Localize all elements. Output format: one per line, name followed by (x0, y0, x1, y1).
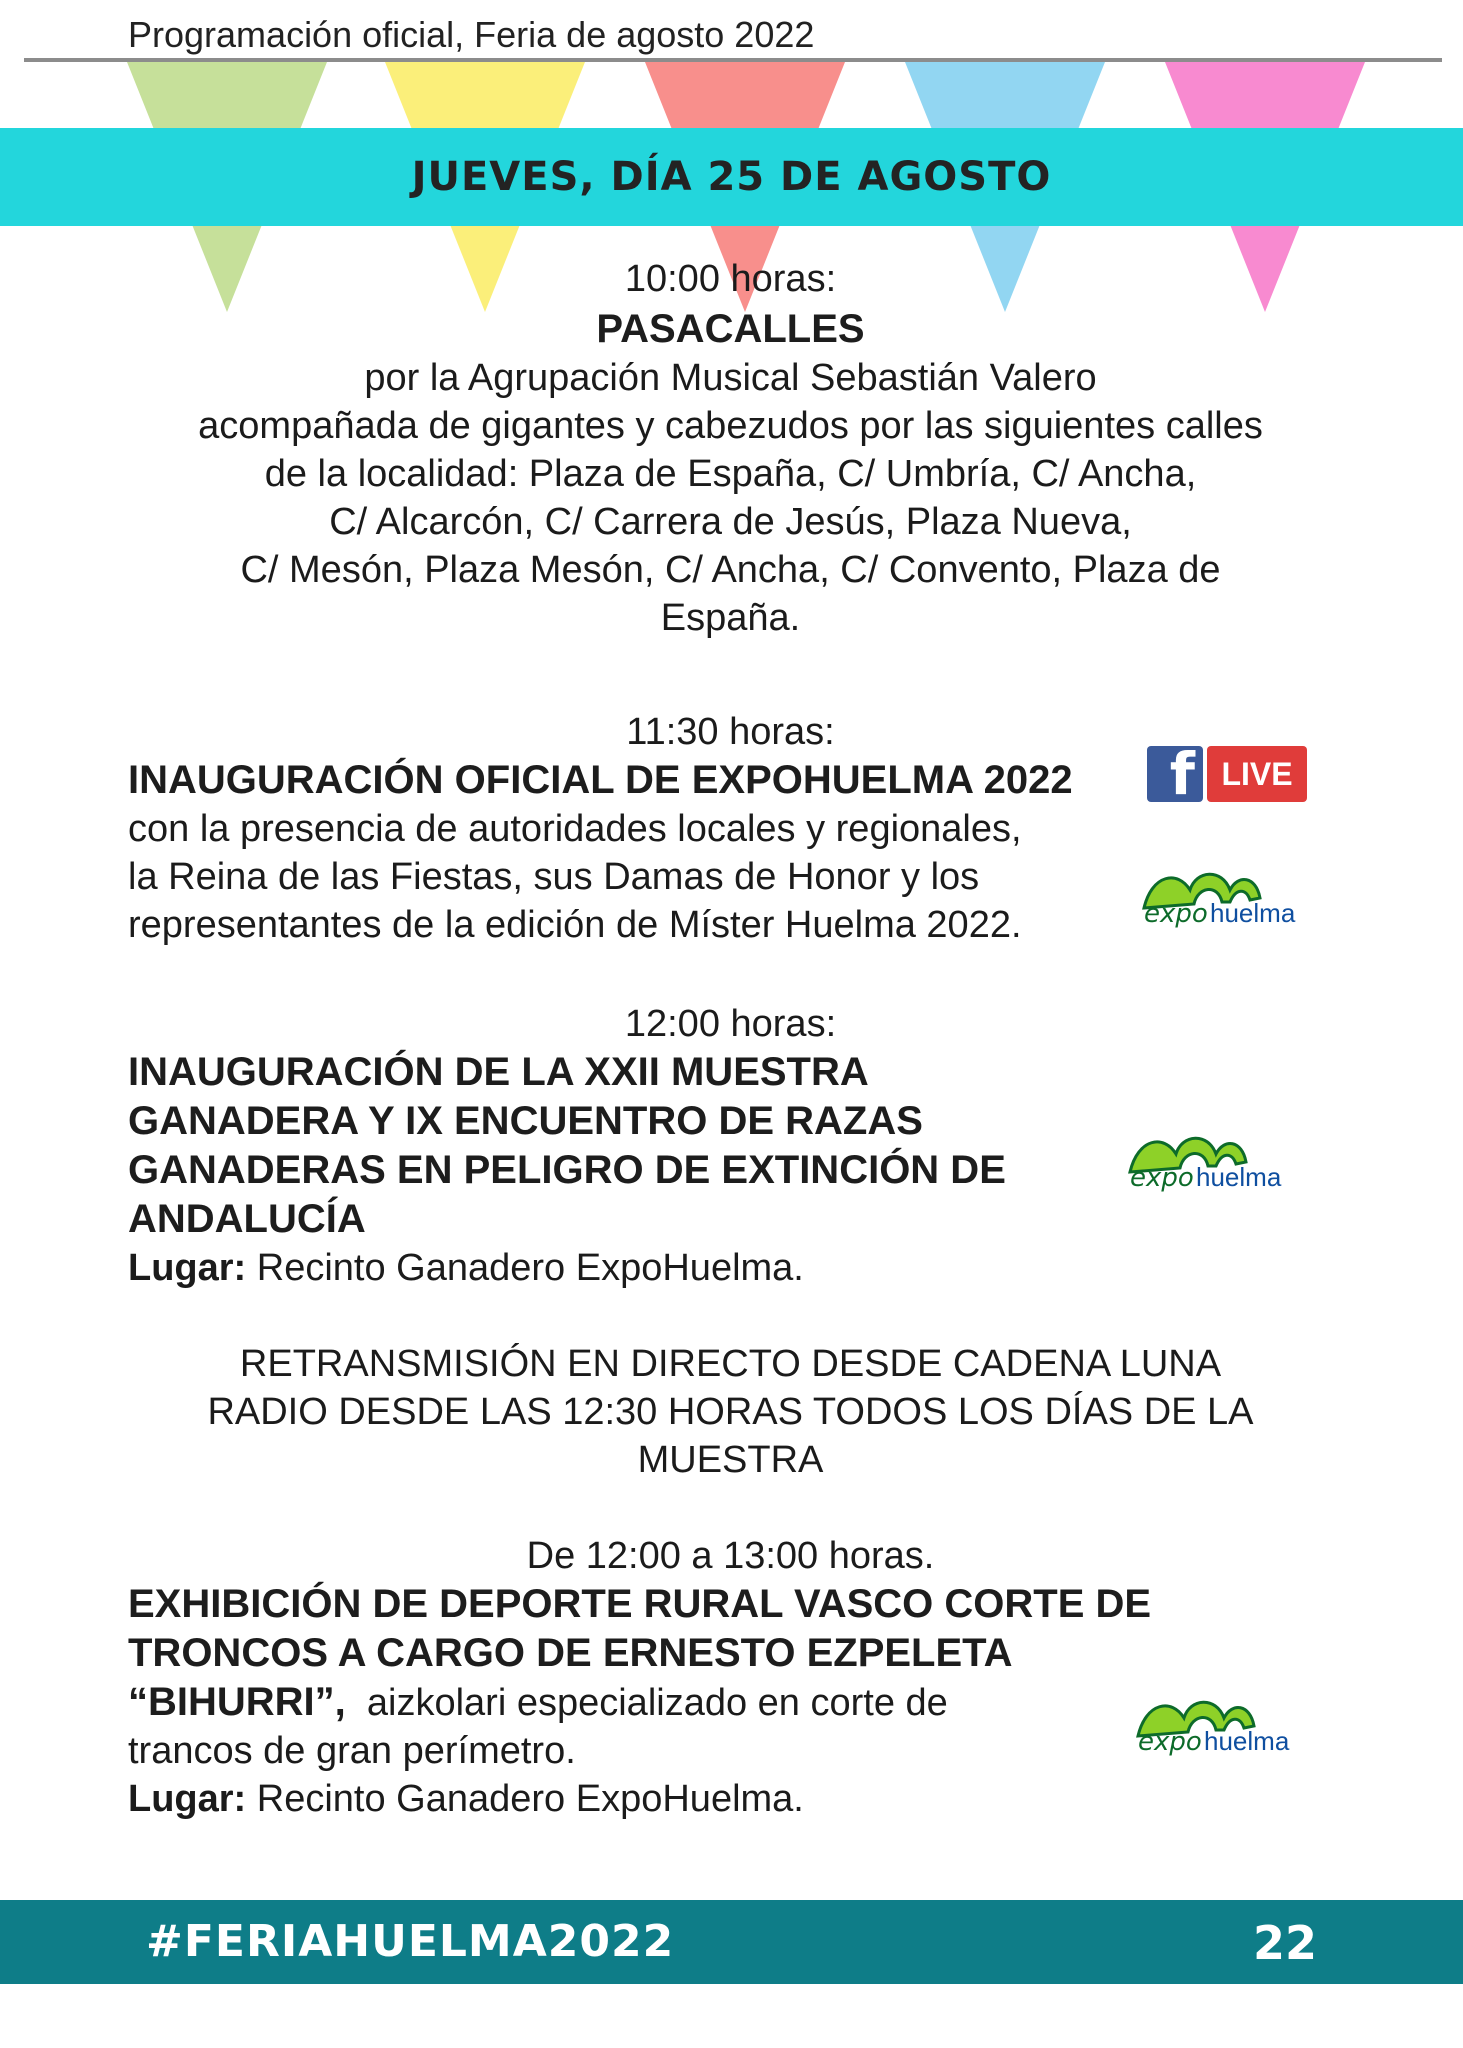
expohuelma-logo (1124, 1128, 1304, 1198)
event-title-line: ANDALUCÍA (128, 1197, 366, 1241)
event-desc-line: acompañada de gigantes y cabezudos por las siguientes calles (198, 405, 1263, 447)
event-desc-line: C/ Mesón, Plaza Mesón, C/ Ancha, C/ Convento, Plaza de (240, 549, 1221, 591)
event-title-line: TRONCOS A CARGO DE ERNESTO EZPELETA (128, 1631, 1013, 1675)
place-label: Lugar: (128, 1778, 247, 1820)
logo-huelma-text: huelma (1196, 1162, 1282, 1192)
event-place (128, 1244, 1333, 1292)
logo-expo-text: expo (1138, 1727, 1202, 1757)
event-title: INAUGURACIÓN OFICIAL DE EXPOHUELMA 2022 (128, 758, 1073, 802)
facebook-live-badge (1147, 740, 1307, 808)
logo-huelma-text: huelma (1204, 1726, 1290, 1756)
event-desc-line: España. (660, 597, 801, 639)
event-place (128, 1775, 1333, 1823)
event-desc-line: por la Agrupación Musical Sebastián Valero (364, 357, 1097, 399)
footer-bar (0, 1900, 1463, 1984)
notice-line: MUESTRA (637, 1439, 824, 1481)
event-time: 11:30 horas: (626, 711, 835, 753)
live-label: LIVE (1207, 746, 1307, 802)
event-title-line: INAUGURACIÓN DE LA XXII MUESTRA (128, 1050, 869, 1094)
event-pasacalles (128, 255, 1333, 642)
event-desc-line: trancos de gran perímetro. (128, 1730, 576, 1772)
logo-expo-text: expo (1144, 899, 1208, 929)
event-desc-line: representantes de la edición de Míster Huelma 2022. (128, 904, 1022, 946)
expohuelma-logo (1138, 864, 1318, 934)
page-number: 22 (1252, 1916, 1317, 1970)
event-desc-line: la Reina de las Fiestas, sus Damas de Honor y los (128, 856, 980, 898)
expohuelma-logo (1132, 1692, 1312, 1762)
event-nickname: “BIHURRI”, (128, 1680, 346, 1724)
event-desc-line: con la presencia de autoridades locales y regionales, (128, 808, 1022, 850)
place-label: Lugar: (128, 1247, 247, 1289)
broadcast-notice (128, 1340, 1333, 1484)
event-desc-line: C/ Alcarcón, C/ Carrera de Jesús, Plaza Nueva, (329, 501, 1132, 543)
logo-expo-text: expo (1130, 1163, 1194, 1193)
event-title: PASACALLES (596, 307, 865, 351)
facebook-icon: f (1147, 746, 1203, 802)
event-time: 12:00 horas: (624, 1003, 837, 1045)
footer-hashtag: #FERIAHUELMA2022 (146, 1916, 675, 1967)
event-deporte-rural-vasco (128, 1532, 1333, 1823)
event-time: De 12:00 a 13:00 horas. (526, 1535, 935, 1577)
event-title-line: GANADERAS EN PELIGRO DE EXTINCIÓN DE (128, 1148, 1006, 1192)
event-title-line: GANADERA Y IX ENCUENTRO DE RAZAS (128, 1099, 923, 1143)
place-value: Recinto Ganadero ExpoHuelma. (246, 1247, 804, 1289)
event-title-line: EXHIBICIÓN DE DEPORTE RURAL VASCO CORTE DE (128, 1582, 1152, 1626)
event-time: 10:00 horas: (624, 258, 837, 300)
event-desc-line: de la localidad: Plaza de España, C/ Umbría, C/ Ancha, (264, 453, 1197, 495)
logo-huelma-text: huelma (1210, 898, 1296, 928)
notice-line: RETRANSMISIÓN EN DIRECTO DESDE CADENA LUNA (239, 1343, 1222, 1385)
day-title: JUEVES, DÍA 25 DE AGOSTO (411, 154, 1052, 200)
day-banner (0, 128, 1463, 226)
notice-line: RADIO DESDE LAS 12:30 HORAS TODOS LOS DÍAS DE LA (207, 1391, 1254, 1433)
page-header: Programación oficial, Feria de agosto 2022 (128, 14, 815, 55)
event-desc: aizkolari especializado en corte de (345, 1682, 948, 1724)
place-value: Recinto Ganadero ExpoHuelma. (246, 1778, 804, 1820)
